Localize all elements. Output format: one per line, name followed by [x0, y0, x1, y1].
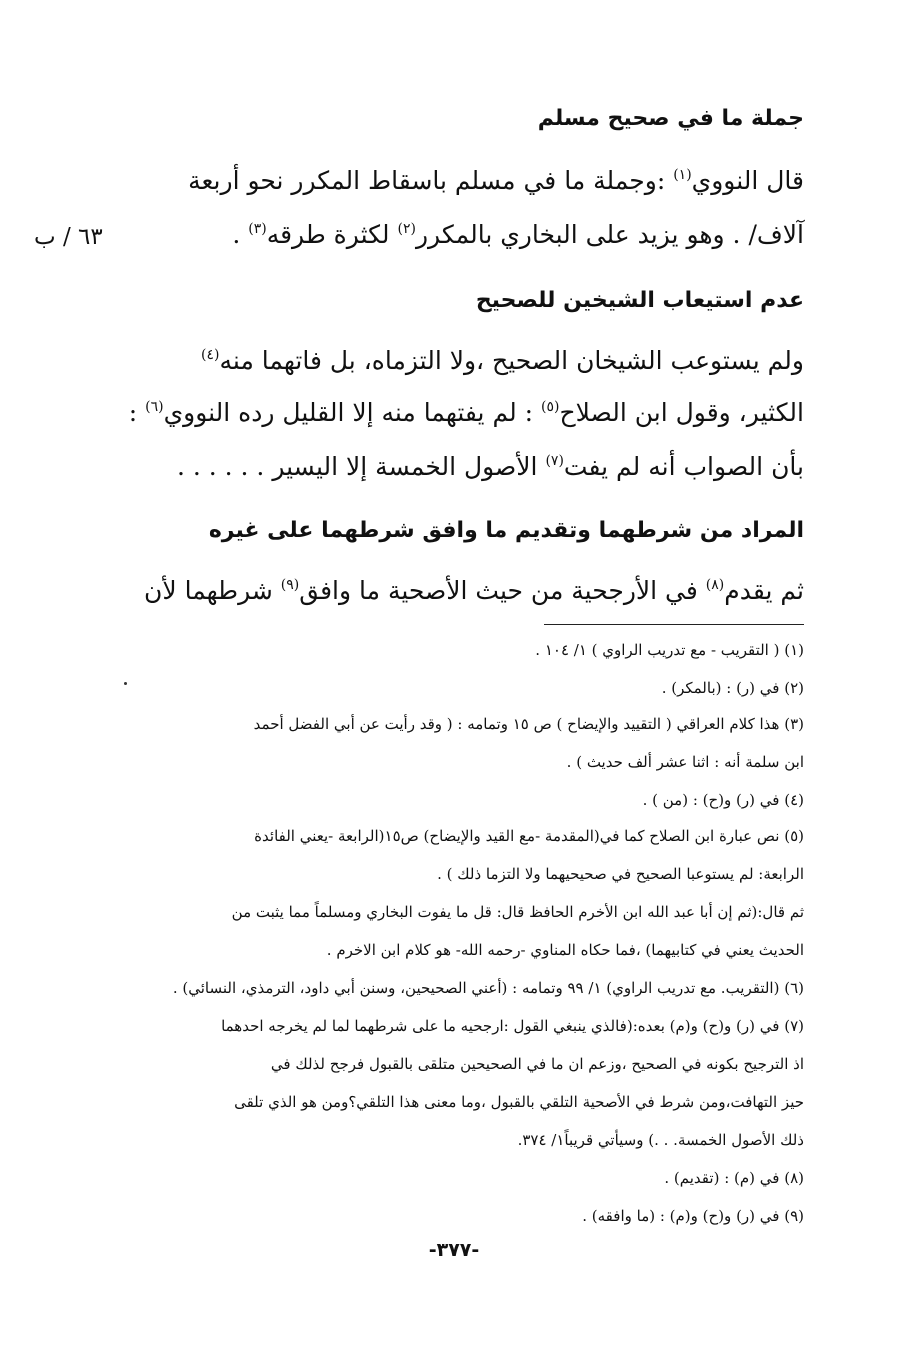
footnote-line: (٨) في (م) : (تقديم) . — [664, 1169, 804, 1187]
section-heading-muslim-count: جملة ما في صحيح مسلم — [537, 106, 804, 131]
footnote-line: ذلك الأصول الخمسة. . .) وسيأتي قريباً١/ ٣٧٤. — [517, 1131, 804, 1149]
text-run: الكثير، وقول ابن الصلاح — [559, 398, 804, 427]
footnote-line: (٩) في (ر) و(ح) و(م) : (ما وافقه) . — [582, 1207, 804, 1225]
body-line — [114, 218, 804, 252]
body-line — [114, 396, 804, 430]
footnote-line: (٤) في (ر) و(ح) : (من ) . — [642, 791, 804, 809]
text-run: آلاف/ . وهو يزيد على البخاري بالمكرر — [415, 220, 804, 249]
section-heading-not-exhaustive: عدم استيعاب الشيخين للصحيح — [475, 288, 804, 313]
footnote-separator — [544, 624, 804, 625]
page-number: -٣٧٧- — [428, 1239, 480, 1261]
text-run: شرطهما لأن — [144, 576, 281, 605]
text-run: : لم يفتهما منه إلا القليل رده النووي — [163, 398, 542, 427]
text-run: بأن الصواب أنه لم يفت — [563, 452, 804, 481]
footnote-ref: (٧) — [545, 453, 564, 469]
footnote-ref: (٢) — [397, 221, 416, 237]
text-run: ولم يستوعب الشيخان الصحيح ،ولا التزماه، بل فاتهما منه — [219, 346, 804, 375]
footnote-line: (١) ( التقريب - مع تدريب الراوي ) ١/ ١٠٤ . — [535, 641, 804, 659]
margin-folio-note: ٦٣ / ب — [34, 224, 103, 250]
body-line — [114, 574, 804, 608]
footnote-line: (٣) هذا كلام العراقي ( التقييد والإيضاح ) ص ١٥ وتمامه : ( وقد رأيت عن أبي الفضل أحمد — [253, 715, 804, 733]
footnote-ref: (٨) — [705, 577, 725, 593]
text-run: ثم يقدم — [724, 576, 804, 605]
footnote-line: الحديث يعني في كتابيهما) ،فما حكاه المناوي -رحمه الله- هو كلام ابن الاخرم . — [326, 941, 804, 959]
text-run: : — [128, 398, 146, 427]
footnote-line: (٥) نص عبارة ابن الصلاح كما في(المقدمة -مع القيد والإيضاح) ص١٥(الرابعة -يعني الفائدة — [254, 827, 804, 845]
text-run: :وجملة ما في مسلم باسقاط المكرر نحو أربعة — [188, 166, 674, 195]
text-run: . — [232, 220, 249, 249]
footnote-ref: (٣) — [248, 221, 267, 237]
body-line — [114, 164, 804, 198]
body-line — [114, 344, 804, 378]
footnote-line: اذ الترجيح بكونه في الصحيح ،وزعم ان ما في الصحيحين متلقى بالقبول فرجح لذلك في — [270, 1055, 804, 1073]
footnote-line: حيز التهافت،ومن شرط في الأصحية التلقي بالقبول ،وما معنى هذا التلقي؟ومن هو الذي تلقى — [234, 1093, 804, 1111]
body-line — [114, 450, 804, 484]
footnote-line: (٢) في (ر) : (بالمكر) . — [661, 679, 804, 697]
footnote-ref: (١) — [673, 167, 692, 183]
footnote-ref: (٦) — [145, 399, 164, 415]
footnote-line: (٧) في (ر) و(ح) و(م) بعده:(فالذي ينبغي القول :ارجحيه ما على شرطهما لما لم يخرجه احدهما — [221, 1017, 804, 1035]
text-run: في الأرجحية من حيث الأصحية ما وافق — [299, 576, 706, 605]
text-run: قال النووي — [691, 166, 804, 195]
footnote-line: ثم قال:(ثم إن أبا عبد الله ابن الأخرم الحافظ قال: قل ما يفوت البخاري ومسلماً مما يثبت من — [231, 903, 804, 921]
text-run: الأصول الخمسة إلا اليسير . . . . . . — [176, 452, 546, 481]
footnote-ref: (٥) — [541, 399, 560, 415]
footnote-ref: (٩) — [280, 577, 300, 593]
section-heading-conditions: المراد من شرطهما وتقديم ما وافق شرطهما على غيره — [208, 518, 804, 543]
footnote-line: ابن سلمة أنه : اثنا عشر ألف حديث ) . — [566, 753, 804, 771]
footnote-ref: (٤) — [201, 347, 220, 363]
footnote-line: (٦) (التقريب. مع تدريب الراوي) ١/ ٩٩ وتمامه : (أعني الصحيحين، وسنن أبي داود، الترمذي، النسائي) . — [172, 979, 804, 997]
footnote-line: الرابعة: لم يستوعبا الصحيح في صحيحيهما ولا التزما ذلك ) . — [437, 865, 804, 883]
text-run: لكثرة طرقه — [266, 220, 398, 249]
